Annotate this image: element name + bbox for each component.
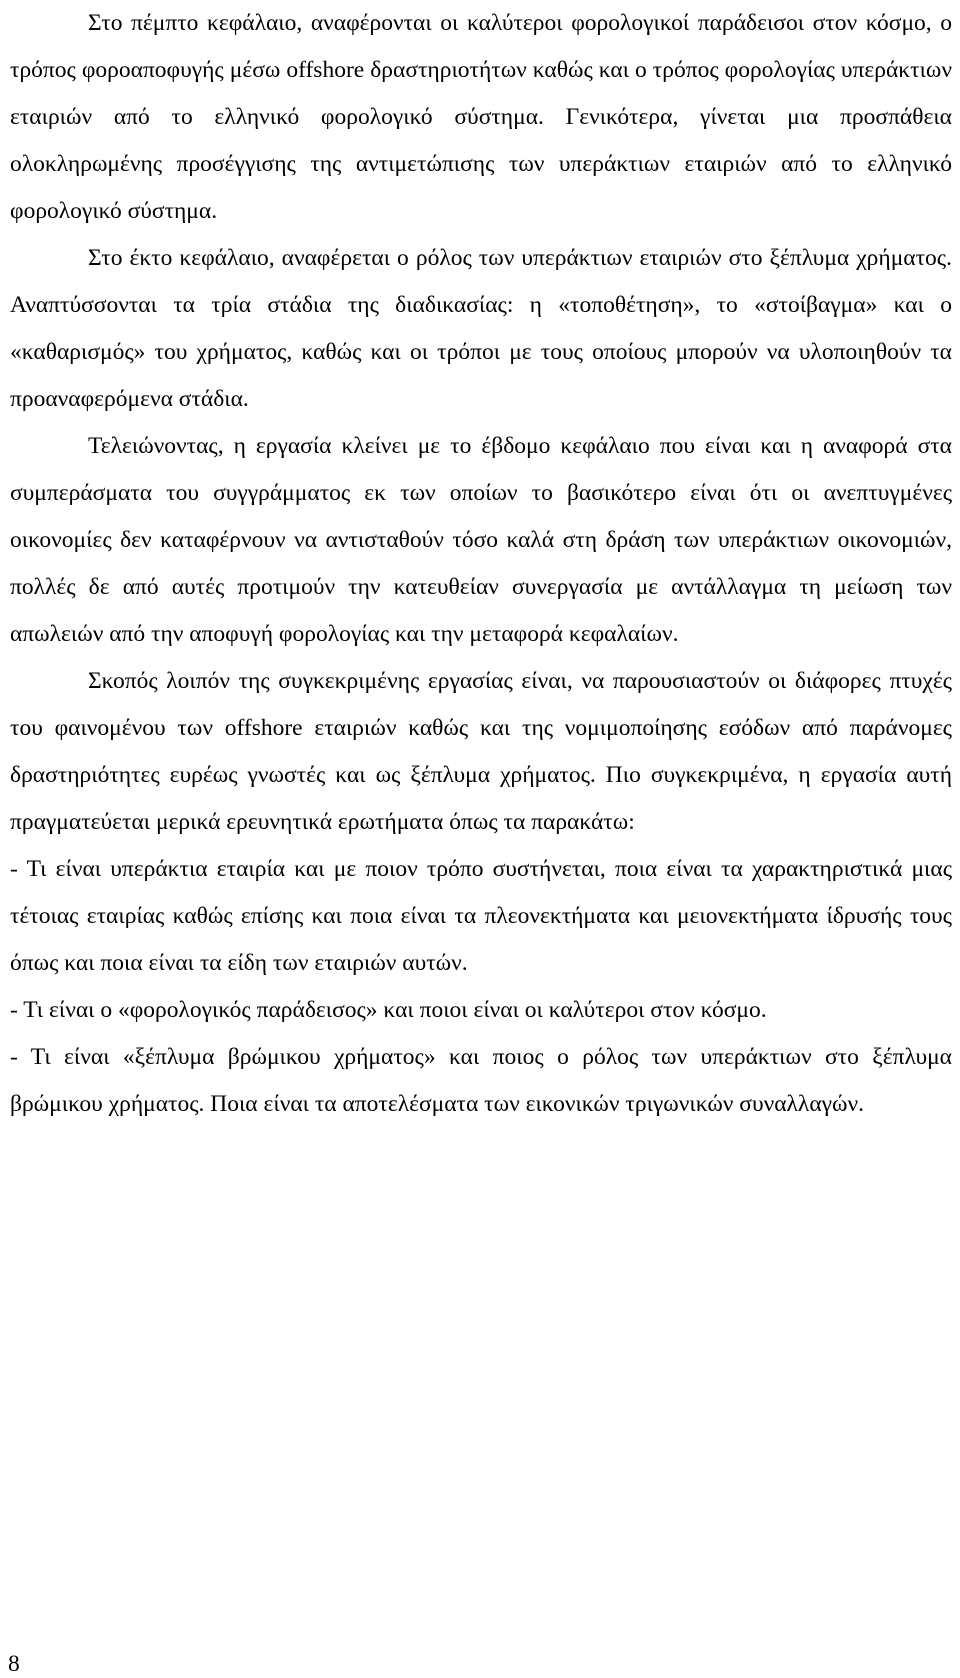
question-money-laundering: - Τι είναι «ξέπλυμα βρώμικου χρήματος» και ποιος ο ρόλος των υπεράκτιων στο ξέπλυμα βρώμικου χρήματος. Ποια είναι τα αποτελέσματα των εικονικών τριγωνικών συναλλαγών. [10,1044,952,1117]
page-number: 8 [8,1651,20,1677]
question-tax-haven: - Τι είναι ο «φορολογικός παράδεισος» και ποιοι είναι οι καλύτεροι στον κόσμο. [10,997,767,1023]
paragraph-chapter-five: Στο πέμπτο κεφάλαιο, αναφέρονται οι καλύτεροι φορολογικοί παράδεισοι στον κόσμο, ο τρόπος φοροαποφυγής μέσω offshore δραστηριοτήτων καθώς και ο τρόπος φορολογίας υπεράκτιων εταιριών από το ελληνικό φορολογικό σύστημα. Γενικότερα, γίνεται μια προσπάθεια ολοκληρωμένης προσέγγισης της αντιμετώπισης των υπεράκτιων εταιριών από το ελληνικό φορολογικό σύστημα. [10,10,952,224]
paragraph-chapter-six: Στο έκτο κεφάλαιο, αναφέρεται ο ρόλος των υπεράκτιων εταιριών στο ξέπλυμα χρήματος. Αναπτύσσονται τα τρία στάδια της διαδικασίας: η «τοποθέτηση», το «στοίβαγμα» και ο «καθαρισμός» του χρήματος, καθώς και οι τρόποι με τους οποίους μπορούν να υλοποιηθούν τα προαναφερόμενα στάδια. [10,245,952,412]
paragraph-chapter-seven: Τελειώνοντας, η εργασία κλείνει με το έβδομο κεφάλαιο που είναι και η αναφορά στα συμπεράσματα του συγγράμματος εκ των οποίων το βασικότερο είναι ότι οι ανεπτυγμένες οικονομίες δεν καταφέρνουν να αντισταθούν τόσο καλά στη δράση των υπεράκτιων οικονομιών, πολλές δε από αυτές προτιμούν την κατευθείαν συνεργασία με αντάλλαγμα τη μείωση των απωλειών από την αποφυγή φορολογίας και την μεταφορά κεφαλαίων. [10,433,952,647]
body-text [10,0,952,1128]
paragraph-purpose: Σκοπός λοιπόν της συγκεκριμένης εργασίας είναι, να παρουσιαστούν οι διάφορες πτυχές του φαινομένου των offshore εταιριών καθώς και της νομιμοποίησης εσόδων από παράνομες δραστηριότητες ευρέως γνωστές και ως ξέπλυμα χρήματος. Πιο συγκεκριμένα, η εργασία αυτή πραγματεύεται μερικά ερευνητικά ερωτήματα όπως τα παρακάτω: [10,668,952,835]
question-offshore-company: - Τι είναι υπεράκτια εταιρία και με ποιον τρόπο συστήνεται, ποια είναι τα χαρακτηριστικά μιας τέτοιας εταιρίας καθώς επίσης και ποια είναι τα πλεονεκτήματα και μειονεκτήματα ίδρυσής τους όπως και ποια είναι τα είδη των εταιριών αυτών. [10,856,952,976]
